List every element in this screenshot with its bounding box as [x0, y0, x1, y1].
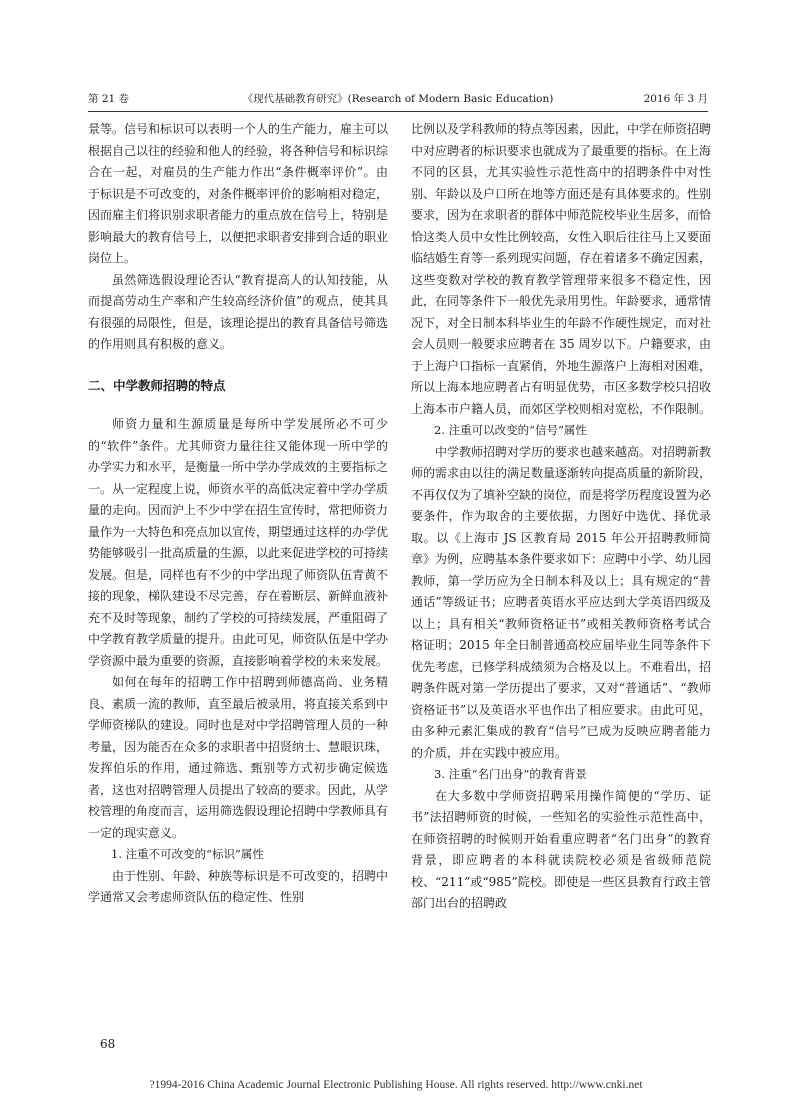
paragraph: 如何在每年的招聘工作中招聘到师德高尚、业务精良、素质一流的教师，直至最后被录用，将直接关系到中学师资梯队的建设。同时也是对中学招聘管理人员的一种考量，因为能否在众多的求职者中招贤纳士、慧眼识珠，发挥伯乐的作用，通过筛选、甄别等方式初步确定候选者，这也对招聘管理人员提出了较高的要求。因此，从学校管理的角度而言，运用筛选假设理论招聘中学教师具有一定的现实意义。	[88, 675, 389, 840]
paragraph: 比例以及学科教师的特点等因素，因此，中学在师资招聘中对应聘者的标识要求也就成为了最重要的指标。在上海不同的区县，尤其实验性示范性高中的招聘条件中对性别、年龄以及户口所在地等方面还是有具体要求的。性别要求，因为在求职者的群体中师范院校毕业生居多，而恰恰这类人员中女性比例较高，女性入职后往往马上又要面临结婚生育等一系列现实问题，存在着诸多不确定因素，这些变数对学校的教育教学管理带来很多不稳定性，因此，在同等条件下一般优先录用男性。年龄要求，通常情况下，对全日制本科毕业生的年龄不作硬性规定，而对社会人员则一般要求应聘者在 35 周岁以下。户籍要求，由于上海户口指标一直紧俏，外地生源落户上海相对困难，所以上海本地应聘者占有明显优势，市区多数学校只招收上海本市户籍人员，而郊区学校则相对宽松，不作限制。	[411, 122, 712, 416]
copyright-footer: ?1994-2016 China Academic Journal Electronic Publishing House. All rights reserved. http://www.cnki.net	[149, 1079, 643, 1091]
header-date: 2016 年 3 月	[643, 93, 708, 105]
subsection-heading: 1. 注重不可改变的“标识”属性	[111, 847, 264, 861]
page-number: 68	[100, 1037, 116, 1051]
header-volume: 第 21 卷	[88, 93, 130, 105]
paragraph: 由于性别、年龄、种族等标识是不可改变的，招聘中学通常又会考虑师资队伍的稳定性、性别	[88, 868, 389, 904]
left-column	[88, 119, 388, 909]
paragraph: 虽然筛选假设理论否认“教育提高人的认知技能，从而提高劳动生产率和产生较高经济价值”的观点，使其具有很强的局限性，但是，该理论提出的教育具备信号筛选的作用则具有积极的意义。	[88, 272, 389, 351]
running-header	[88, 91, 708, 112]
subsection-heading: 2. 注重可以改变的“信号”属性	[434, 423, 587, 437]
paragraph: 师资力量和生源质量是每所中学发展所必不可少的“软件”条件。尤其师资力量往往又能体现一所中学的办学实力和水平，是衡量一所中学办学成效的主要指标之一。从一定程度上说，师资水平的高低决定着中学办学质量的走向。因而沪上不少中学在招生宣传时，常把师资力量作为一大特色和亮点加以宣传，期望通过这样的办学优势能够吸引一批高质量的生源，以此来促进学校的可持续发展。但是，同样也有不少的中学出现了师资队伍青黄不接的现象，梯队建设不尽完善，存在着断层、新鲜血液补充不及时等现象，制约了学校的可持续发展，严重阻碍了中学教育教学质量的提升。由此可见，师资队伍是中学办学资源中最为重要的资源，直接影响着学校的未来发展。	[88, 417, 389, 668]
paragraph: 在大多数中学师资招聘采用操作简便的“学历、证书”法招聘师资的时候，一些知名的实验性示范性高中，在师资招聘的时候则开始看重应聘者“名门出身”的教育背景，即应聘者的本科就读院校必须是省级师范院校、“211”或“985”院校。即使是一些区县教育行政主管部门出台的招聘政	[411, 788, 711, 910]
right-column	[411, 119, 711, 915]
paragraph: 中学教师招聘对学历的要求也越来越高。对招聘新教师的需求由以往的满足数量逐渐转向提高质量的新阶段，不再仅仅为了填补空缺的岗位，而是将学历程度设置为必要条件，作为取舍的主要依据，力图好中选优、择优录取。以《上海市 JS 区教育局 2015 年公开招聘教师简章》为例，应聘基本条件要求如下：应聘中小学、幼儿园教师，第一学历应为全日制本科及以上；具有规定的“普通话”等级证书；应聘者英语水平应达到大学英语四级及以上；具有相关“教师资格证书”或相关教师资格考试合格证明；2015 年全日制普通高校应届毕业生同等条件下优先考虑，已修学科成绩须为合格及以上。不难看出，招聘条件既对第一学历提出了要求，又对“普通话”、“教师资格证书”以及英语水平也作出了相应要求。由此可见，由多种元素汇集成的教育“信号”已成为反映应聘者能力的介质，并在实践中被应用。	[411, 444, 712, 760]
subsection-heading: 3. 注重“名门出身”的教育背景	[434, 767, 587, 781]
paragraph: 景等。信号和标识可以表明一个人的生产能力，雇主可以根据自己以往的经验和他人的经验，将各种信号和标识综合在一起，对雇员的生产能力作出“条件概率评价”。由于标识是不可改变的，对条件概率评价的影响相对稳定，因而雇主们将识别求职者能力的重点放在信号上，特别是影响最大的教育信号上，以便把求职者安排到合适的职业岗位上。	[88, 122, 389, 265]
section-heading: 二、中学教师招聘的特点	[88, 377, 226, 393]
header-journal-title: 《现代基础教育研究》(Research of Modern Basic Education)	[242, 93, 554, 105]
